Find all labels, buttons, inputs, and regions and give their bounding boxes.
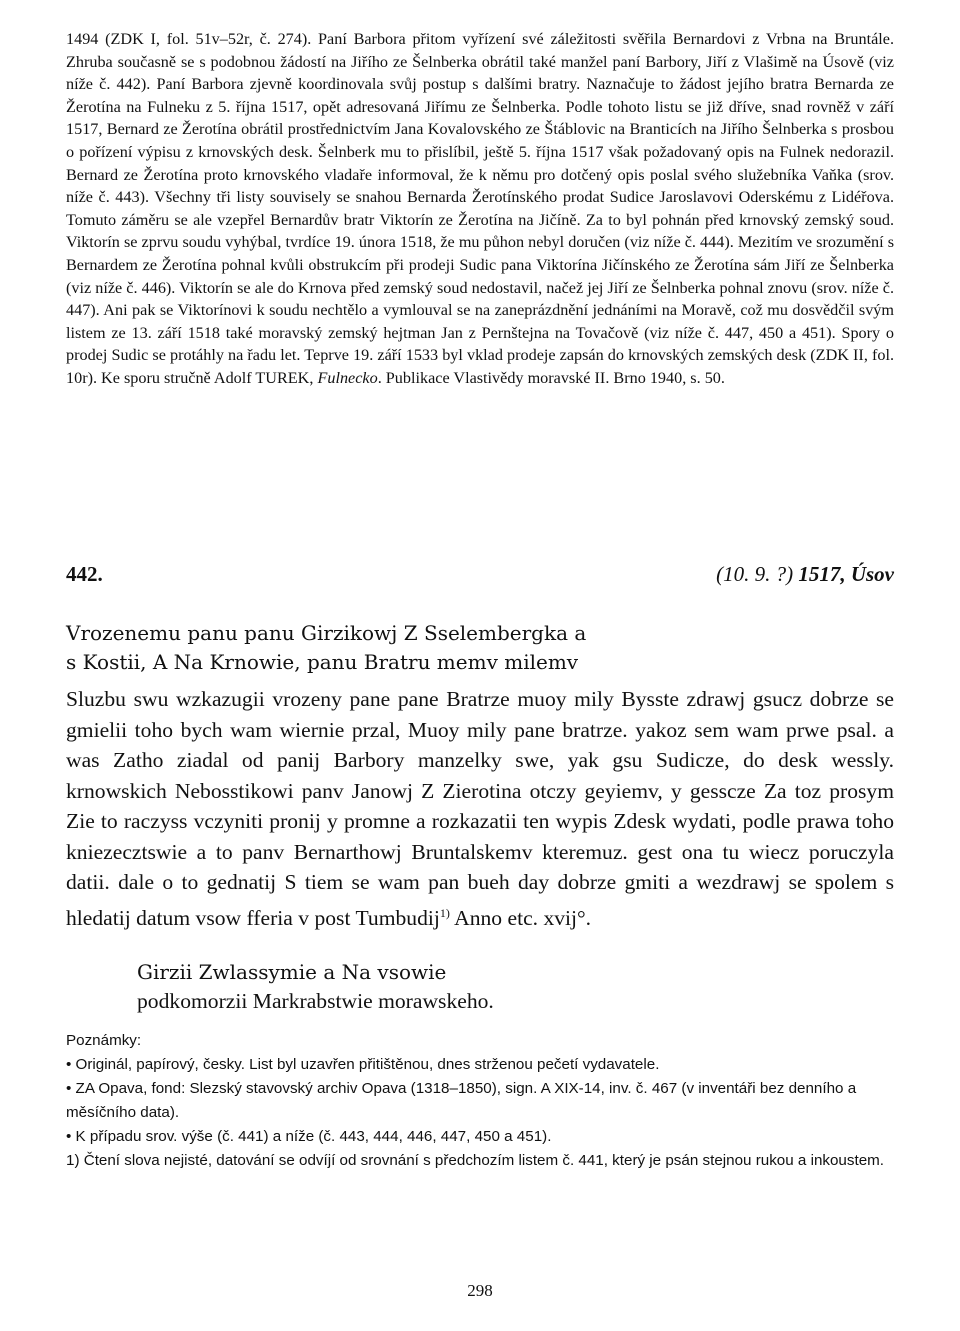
document-date	[716, 562, 894, 587]
letter-body-end: Anno etc. xvij°.	[449, 905, 592, 930]
letter-body-text: Sluzbu swu wzkazugii vrozeny pane pane Bratrze muoy mily Bysste zdrawj gsucz dobrze se gmielii toho bych wam wiernie przal, Muoy mily pane bratrze. yakoz sem wam prwe psal. a was Zatho ziadal od panij Barbory manzelky swe, yak gsu Sudicze, do desk wessly. krnowskich Nebosstikowi panv Janowj Z Zierotina otczy geyiemv, y gesscze Za toz prosym Zie to raczyss vczyniti pronij y promne a rozkazatii ten wypis Zdesk wydati, podle prawa toho kniezecztswie a to panv Bernarthowj Bruntalskemv kteremuz. gest ona tu wiecz poruczyla datii. dale o to gednatij S tiem se wam pan bueh day dobrze gmiti a wezdrawj se spolem s hledatij datum vsow fferia v post Tumbudij	[66, 687, 894, 930]
intro-tail: . Publikace Vlastivědy moravské II. Brno 1940, s. 50.	[377, 368, 725, 387]
letter-signature	[137, 958, 494, 1016]
note-item: • K případu srov. výše (č. 441) a níže (č. 443, 444, 446, 447, 450 a 451).	[66, 1128, 552, 1145]
intro-italic-title: Fulnecko	[317, 368, 378, 387]
footnote: 1) Čtení slova nejisté, datování se odvíjí od srovnání s předchozím listem č. 441, který je psán stejnou rukou a inkoustem.	[66, 1152, 885, 1169]
year-place: 1517, Úsov	[798, 562, 894, 586]
notes-heading: Poznámky:	[66, 1032, 142, 1049]
letter-body	[66, 684, 894, 933]
document-number: 442.	[66, 562, 103, 586]
page-number: 298	[467, 1281, 493, 1300]
address-line-2: s Kostii, A Na Krnowie, panu Bratru memv milemv	[66, 650, 579, 674]
footnote-mark: 1)	[439, 905, 450, 920]
note-item: • ZA Opava, fond: Slezský stavovský archiv Opava (1318–1850), sign. A XIX-14, inv. č. 467 (v inventáři bez denního a měsíčního data).	[66, 1080, 857, 1121]
document-header	[66, 562, 894, 592]
note-item: • Originál, papírový, česky. List byl uzavřen přitištěnou, dnes strženou pečetí vydavatele.	[66, 1056, 660, 1073]
intro-paragraph	[66, 28, 894, 390]
date-part: (10. 9. ?)	[716, 562, 799, 586]
address-line-1: Vrozenemu panu panu Girzikowj Z Sselembergka a	[66, 621, 587, 645]
intro-section	[66, 28, 894, 390]
notes-section	[66, 1029, 894, 1173]
letter-address	[66, 619, 894, 677]
signature-line-2: podkomorzii Markrabstwie morawskeho.	[137, 989, 494, 1013]
signature-line-1: Girzii Zwlassymie a Na vsowie	[137, 960, 447, 984]
intro-text: 1494 (ZDK I, fol. 51v–52r, č. 274). Paní Barbora přitom vyřízení své záležitosti svěřila Bernardovi z Vrbna na Bruntále. Zhruba současně se s podobnou žádostí na Jiřího ze Šelnberka obrátil také manžel paní Barbory, Jiří z Vlašimě na Úsově (viz níže č. 442). Paní Barbora zjevně koordinovala svůj postup s dalšími bratry. Naznačuje to žádost jejího bratra Bernarda ze Žerotína na Fulneku z 5. října 1517, opět adresovaná Jiřímu ze Šelnberka. Podle tohoto listu se již dříve, snad rovněž v září 1517, Bernard ze Žerotína obrátil prostřednictvím Jana Kovalovského ze Štáblovic na Branticích na Jiřího Šelnberka s prosbou o pořízení výpisu z krnovských desk. Šelnberk mu to přislíbil, ještě 5. října 1517 však požadovaný opis na Fulnek nedorazil. Bernard ze Žerotína proto krnovského vladaře informoval, že k němu pro dotčený opis poslal svého služebníka Vaňka (srov. níže č. 443). Všechny tři listy souvisely se snahou Bernarda Žerotínského prodat Sudice Jaroslavovi Oderskému z Lidéřova. Tomuto záměru se ale vzepřel Bernardův bratr Viktorín ze Žerotína na Jičíně. Za to byl pohnán před krnovský zemský soud. Viktorín se zprvu soudu vyhýbal, tvrdíce 19. února 1518, že mu půhon nebyl doručen (viz níže č. 444). Mezitím ve srozumění s Bernardem ze Žerotína pohnal kvůli obstrukcím při prodeji Sudic pana Viktorína Jičínského ze Žerotína sám Jiří ze Šelnberka (viz níže č. 446). Viktorín se ale do Krnova před zemský soud nedostavil, načež jej Jiří ze Šelnberka pohnal znovu (srov. níže č. 447). Ani pak se Viktorínovi k soudu nechtělo a vymlouval se na zaneprázdnění jednáními na Moravě, což mu dosvědčil svým listem ze 13. září 1518 také moravský zemský hejtman Jan z Pernštejna na Tovačově (viz níže č. 447, 450 a 451). Spory o prodej Sudic se protáhly na řadu let. Teprve 19. září 1533 byl vklad prodeje zapsán do krnovských zemských desk (ZDK II, fol. 10r). Ke sporu stručně Adolf TUREK,	[66, 30, 894, 387]
